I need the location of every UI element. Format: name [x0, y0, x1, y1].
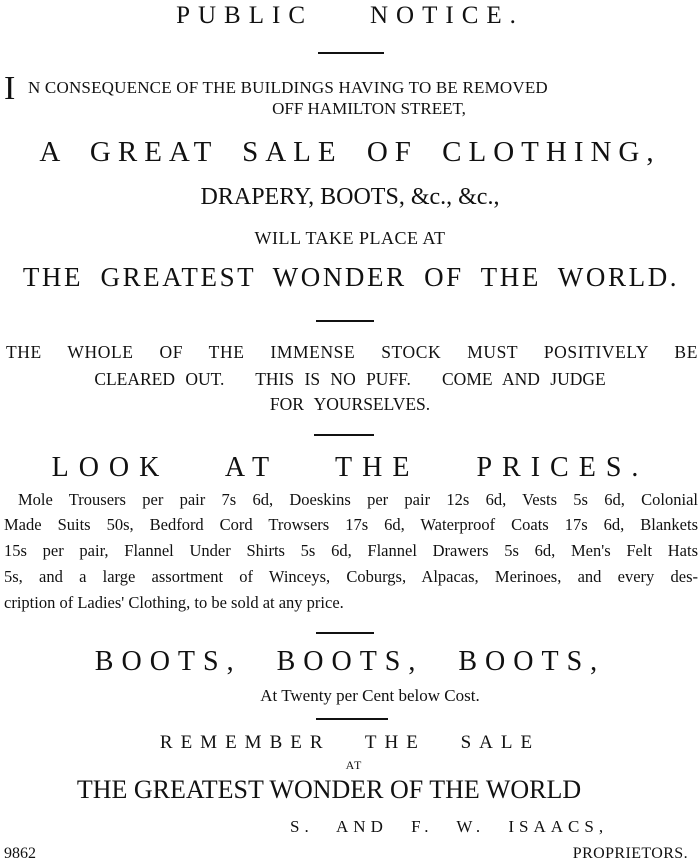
price-line: Mole Trousers per pair 7s 6d, Doeskins per pair 12s 6d, Vests 5s 6d, Colonial — [18, 490, 698, 509]
sale-heading: A GREAT SALE OF CLOTHING, — [39, 136, 661, 168]
drop-cap: I — [4, 70, 16, 107]
notice-title: PUBLIC NOTICE. — [176, 2, 524, 29]
venue-heading: THE GREATEST WONDER OF THE WORLD. — [22, 262, 680, 292]
price-line: cription of Ladies' Clothing, to be sold at any price. — [4, 593, 344, 612]
proprietors-label: PROPRIETORS. — [572, 845, 688, 862]
divider-rule — [318, 52, 384, 54]
stock-line-2: CLEARED OUT. THIS IS NO PUFF. COME AND JUDGE — [94, 369, 606, 389]
divider-rule — [316, 632, 374, 634]
intro-text: N CONSEQUENCE OF THE BUILDINGS HAVING TO BE REMOVED — [28, 78, 548, 97]
goods-line: DRAPERY, BOOTS, &c., &c., — [200, 184, 500, 210]
notice-number: 9862 — [4, 845, 36, 862]
remember-heading: REMEMBER THE SALE — [159, 732, 541, 753]
will-take-place: WILL TAKE PLACE AT — [254, 228, 446, 248]
price-line: 5s, and a large assortment of Winceys, Coburgs, Alpacas, Merinoes, and every des- — [4, 567, 698, 586]
price-line: 15s per pair, Flannel Under Shirts 5s 6d, Flannel Drawers 5s 6d, Men's Felt Hats — [4, 541, 698, 560]
divider-rule — [316, 320, 374, 322]
divider-rule — [314, 434, 374, 436]
boots-heading: BOOTS, BOOTS, BOOTS, — [94, 646, 606, 677]
divider-rule — [316, 718, 388, 720]
intro-line-2: OFF HAMILTON STREET, — [272, 99, 466, 118]
price-line: Made Suits 50s, Bedford Cord Trowsers 17s 6d, Waterproof Coats 17s 6d, Blankets — [4, 515, 698, 534]
closing-venue: THE GREATEST WONDER OF THE WORLD — [76, 775, 582, 804]
prices-heading: LOOK AT THE PRICES. — [51, 452, 649, 483]
proprietors-names: S. AND F. W. ISAACS, — [290, 817, 609, 836]
at-label: AT — [345, 758, 363, 772]
boots-subline: At Twenty per Cent below Cost. — [260, 686, 480, 705]
intro-line-1 — [4, 70, 700, 107]
stock-line-1: THE WHOLE OF THE IMMENSE STOCK MUST POSITIVELY BE — [6, 342, 698, 362]
stock-line-3: FOR YOURSELVES. — [269, 394, 431, 414]
